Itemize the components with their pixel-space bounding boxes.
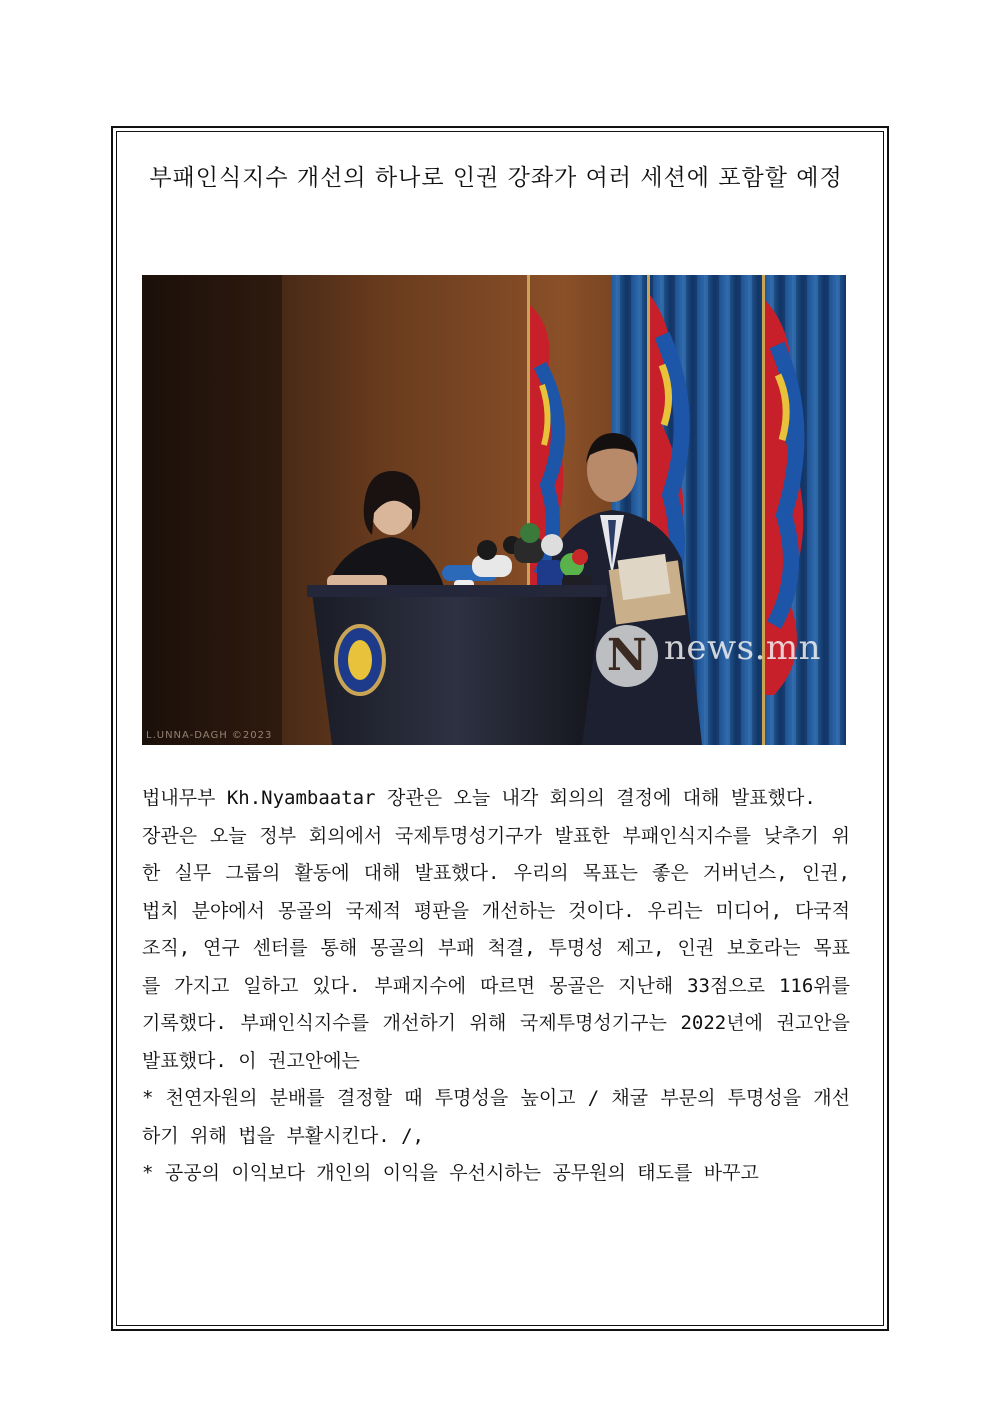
article-photo — [142, 275, 846, 745]
list-item: * 공공의 이익보다 개인의 이익을 우선시하는 공무원의 태도를 바꾸고 — [142, 1162, 759, 1184]
press-conference-illustration — [142, 275, 846, 745]
paragraph: 법내무부 Kh.Nyambaatar 장관은 오늘 내각 회의의 결정에 대해 발표했다. — [142, 787, 816, 809]
photo-credit: L.UNNA-DAGH ©2023 — [146, 730, 273, 741]
list-item: * 천연자원의 분배를 결정할 때 투명성을 높이고 / 채굴 부문의 투명성을 개선하기 위해 법을 부활시킨다. /, — [142, 1087, 850, 1147]
article-body — [142, 780, 850, 1193]
article-title: 부패인식지수 개선의 하나로 인권 강좌가 여러 세션에 포함할 예정 — [149, 165, 843, 191]
paragraph: 장관은 오늘 정부 회의에서 국제투명성기구가 발표한 부패인식지수를 낮추기 위한 실무 그룹의 활동에 대해 발표했다. 우리의 목표는 좋은 거버넌스, 인권, 법치 분야에서 몽골의 국제적 평판을 개선하는 것이다. 우리는 미디어, 다국적 조직, 연구 센터를 통해 몽골의 부패 척결, 투명성 제고, 인권 보호라는 목표를 가지고 일하고 있다. 부패지수에 따르면 몽골은 지난해 33점으로 116위를 기록했다. 부패인식지수를 개선하기 위해 국제투명성기구는 2022년에 권고안을 발표했다. 이 권고안에는 — [142, 824, 850, 1072]
news-mn-logo: N — [596, 625, 658, 687]
podium — [307, 585, 607, 745]
news-mn-watermark: news.mn — [664, 628, 822, 668]
